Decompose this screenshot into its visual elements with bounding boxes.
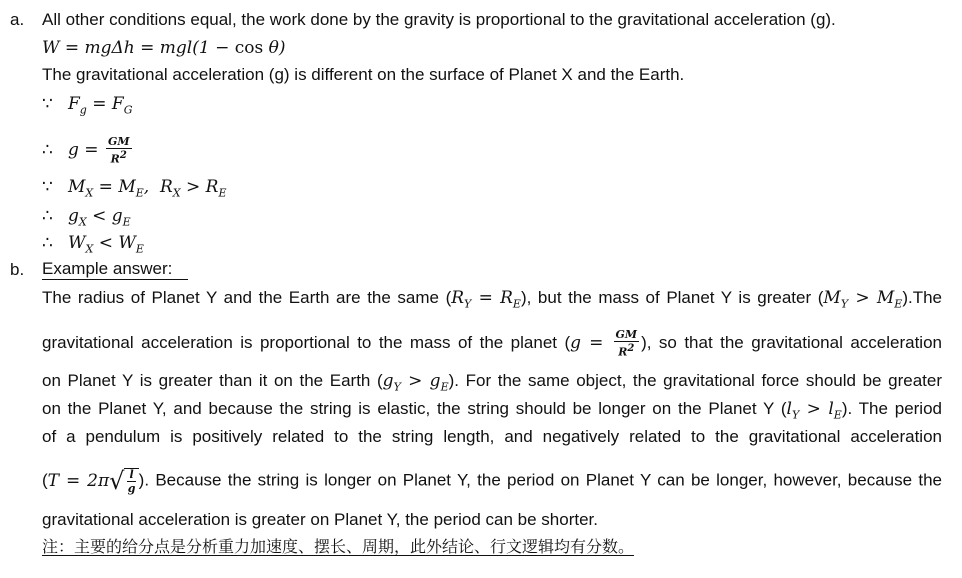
answer-line-3: on Planet Y is greater than it on the Earth $(g_Y > g_E)$. For the same object, the gravitational force should be greater bbox=[42, 371, 943, 394]
answer-line-5: of a pendulum is positively related to the string length, and negatively related to the gravitational acceleration bbox=[42, 427, 942, 446]
answer-line-4: on the Planet Y, and because the string is elastic, the string should be longer on the Planet Y $(l_Y > l_E)$. The period bbox=[42, 399, 942, 422]
part-a-marker: a. bbox=[10, 10, 25, 29]
answer-line-2: gravitational acceleration is proportional to the mass of the planet (g = $\frac{GM}{R^2}$ ), so that the gravitational acceleration bbox=[42, 328, 942, 359]
sqrt-l-over-g: √ $\frac{l}{g}$ bbox=[109, 468, 138, 494]
therefore-symbol: ∴ bbox=[42, 139, 53, 160]
answer-line-1: The radius of Planet Y and the Earth are the same $(R_Y = R_E)$, but the mass of Planet Y is greater $(M_Y > M_E).The$ bbox=[42, 288, 943, 311]
because-symbol: ∵ bbox=[42, 94, 53, 114]
answer-line-7: gravitational acceleration is greater on Planet Y, the period can be shorter. bbox=[42, 510, 599, 529]
gravity-comparison: ∴ $g_X < g_E$ bbox=[42, 206, 131, 229]
planet-x-comparison: ∵ $M_X = M_E$, $R_X > R_E$ bbox=[42, 177, 227, 200]
force-equality: ∵ $F_g = F_G$ bbox=[42, 94, 133, 117]
therefore-symbol: ∴ bbox=[42, 233, 53, 253]
part-a-intro: All other conditions equal, the work done by the gravity is proportional to the gravitational acceleration (g). bbox=[42, 10, 836, 29]
grading-note: 注：主要的给分点是分析重力加速度、摆长、周期，此外结论、行文逻辑均有分数。 bbox=[42, 537, 635, 556]
work-equation: W = mgΔh = mgl(1 − cos θ) bbox=[42, 38, 286, 58]
therefore-symbol: ∴ bbox=[42, 206, 53, 226]
gm-over-r2-fraction: $\frac{GM}{R^2}$ bbox=[107, 135, 130, 166]
answer-line-6: (T = 2π √ $\frac{l}{g}$ ). Because the string is longer on Planet Y, the period on Planet Y can be longer, however, because the bbox=[42, 467, 942, 495]
part-b-marker: b. bbox=[10, 260, 25, 279]
work-comparison: ∴ $W_X < W_E$ bbox=[42, 233, 144, 256]
part-a-statement: The gravitational acceleration (g) is different on the surface of Planet X and the Earth. bbox=[42, 65, 685, 84]
because-symbol: ∵ bbox=[42, 177, 53, 197]
gravity-formula: ∴ g = $\frac{GM}{R^2}$ bbox=[42, 135, 130, 166]
example-answer-heading: Example answer: bbox=[42, 259, 188, 280]
